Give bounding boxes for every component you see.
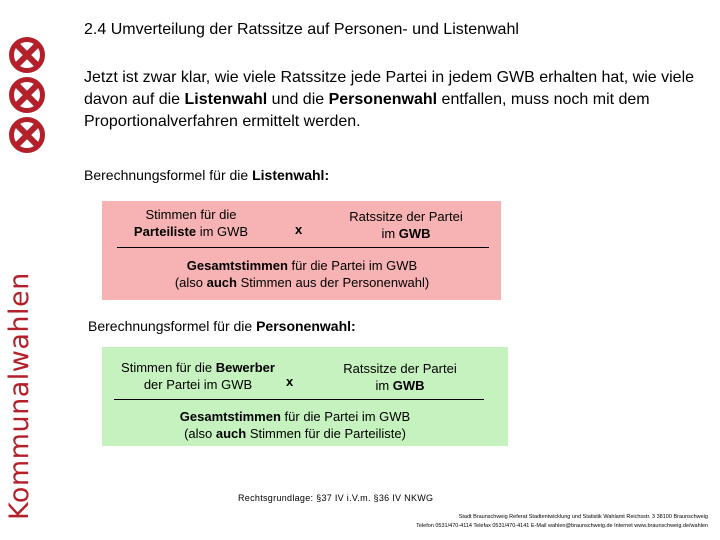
fraction-line — [117, 247, 489, 248]
listenwahl-denominator: Gesamtstimmen für die Partei im GWB (also auch Stimmen aus der Personenwahl) — [174, 258, 430, 290]
sidebar — [0, 0, 64, 540]
personenwahl-numerator-right: Ratssitze der Partei im GWB — [343, 361, 457, 393]
personenwahl-numerator-left: Stimmen für die Bewerber der Partei im GWB — [121, 360, 275, 392]
footer-contact: Stadt Braunschweig Referat Stadtentwicklung und Statistik Wahlamt Reichsstr. 3 38100 Braunschweig Telefon 0531/470-4114 Telefax 0531/470-4141 E-Mail wahlen@braunschweig.de Internet www.braunschweig.de/wahlen — [416, 514, 708, 529]
vertical-title: Kommunalwahlen — [4, 272, 35, 520]
personenwahl-denominator: Gesamtstimmen für die Partei im GWB (also auch Stimmen für die Parteiliste) — [179, 409, 411, 441]
listenwahl-formula-box — [102, 201, 501, 300]
ballot-cross-icon — [8, 116, 46, 154]
legal-basis: Rechtsgrundlage: §37 IV i.V.m. §36 IV NKWG — [238, 493, 434, 503]
multiply-sign: x — [295, 222, 303, 237]
fraction-line — [114, 399, 484, 400]
personenwahl-formula-label: Berechnungsformel für die Personenwahl: — [88, 318, 356, 334]
page-title: 2.4 Umverteilung der Ratssitze auf Personen- und Listenwahl — [84, 21, 519, 38]
listenwahl-numerator-left: Stimmen für die Parteiliste im GWB — [133, 207, 249, 239]
multiply-sign: x — [286, 374, 294, 389]
listenwahl-formula-label: Berechnungsformel für die Listenwahl: — [84, 167, 330, 183]
ballot-cross-icon — [8, 76, 46, 114]
intro-paragraph: Jetzt ist zwar klar, wie viele Ratssitze jede Partei in jedem GWB erhalten hat, wie viele davon auf die Listenwahl und die Personenwahl entfallen, muss noch mit dem Proportionalverfahren ermittelt werden. — [84, 69, 695, 130]
listenwahl-numerator-right: Ratssitze der Partei im GWB — [349, 209, 463, 241]
ballot-cross-icon — [8, 36, 46, 74]
personenwahl-formula-box — [102, 347, 508, 446]
